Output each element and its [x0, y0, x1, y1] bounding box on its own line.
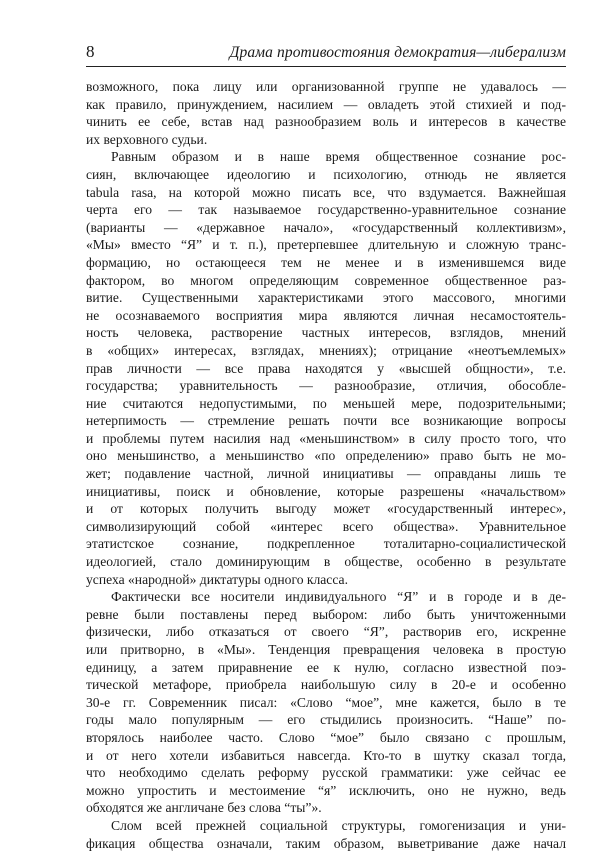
body-text: [86, 78, 566, 852]
text-line: годы мало популярным — его стыдились произносить. “Наше” по-: [86, 712, 566, 728]
text-line: государства; уравнительность — разнообразие, отличия, обособле-: [86, 378, 566, 394]
text-line: чинить ее себе, встав над разнообразием воль и интересов в качестве: [86, 114, 566, 130]
text-line: идеологией, стало доминирующим в обществе, особенно в результате: [86, 554, 566, 570]
text-line: «Мы» вместо “Я” и т. п.), претерпевшее длительную и сложную транс-: [86, 237, 566, 253]
text-line: tabula rasa, на которой можно писать все, что вздумается. Важнейшая: [86, 184, 566, 200]
text-line: прав личности — все права находятся у «высшей общности», т.е.: [86, 360, 566, 376]
page-header: [86, 42, 566, 66]
text-line: не осознаваемого восприятия мира являются личная несамостоятель-: [86, 307, 566, 323]
text-line: инициативы, поиск и обновление, которые разрешены «начальством»: [86, 483, 566, 499]
text-line: в «общих» интересах, взглядах, мнениях); отрицание «неотъемлемых»: [86, 342, 566, 358]
text-line: (варианты — «державное начало», «государственный коллективизм»,: [86, 219, 566, 235]
text-line: фактором, во многом определяющим современное общественное раз-: [86, 272, 566, 288]
text-line: их верховного судьи.: [86, 131, 208, 147]
text-line: единицу, а затем приравнение ее к нулю, согласно известной поэ-: [86, 659, 566, 675]
text-line: формацию, но остающееся тем не менее и в изменившемся виде: [86, 254, 566, 270]
text-line: оно меньшинство, а меньшинство «по определению» право быть не мо-: [86, 448, 566, 464]
text-line: ревне были поставлены перед выбором: либо быть уничтоженными: [86, 606, 566, 622]
text-line: витие. Существенными характеристиками этого массового, многими: [86, 290, 566, 306]
text-line: черта его — так называемое государственно-уравнительное сознание: [86, 202, 566, 218]
paragraph-start: Фактически все носители индивидуального “Я” и в городе и в де-: [111, 589, 566, 605]
text-line: нетерпимость — стремление решать почти все возникающие вопросы: [86, 413, 566, 429]
running-title: Драма противостояния демократия—либерализм: [229, 44, 566, 61]
text-line: обходятся же англичане без слова “ты”».: [86, 800, 322, 816]
paragraph-start: Равным образом и в наше время общественное сознание рос-: [111, 149, 566, 165]
text-line: ние считаются недопустимыми, по меньшей мере, подозрительными;: [86, 395, 566, 411]
text-line: символизирующий собой «интерес всего общества». Уравнительное: [86, 518, 566, 534]
text-line: ность человека, растворение частных интересов, взглядов, мнений: [86, 325, 566, 341]
text-line: тической метафоре, приобрела наибольшую силу в 20-е и особенно: [86, 677, 566, 693]
text-line: этатистское сознание, подкрепленное тоталитарно-социалистической: [86, 536, 566, 552]
text-line: и проблемы путем насилия над «меньшинством» в силу просто того, что: [86, 430, 566, 446]
text-line: и от него хотели избавиться навсегда. Кто-то в шутку сказал тогда,: [86, 747, 566, 763]
text-line: фикация общества означали, таким образом, выветривание даже начал: [86, 835, 566, 851]
text-line: как правило, принуждением, насилием — овладеть этой стихией и под-: [86, 96, 566, 112]
text-line: 30-е гг. Современник писал: «Слово “мое”, мне кажется, было в те: [86, 694, 566, 710]
text-line: вторялось наиболее часто. Слово “мое” было связано с прошлым,: [86, 729, 566, 745]
text-line: или притворно, в «Мы». Тенденция превращения человека в простую: [86, 642, 566, 657]
page-number: 8: [86, 42, 95, 61]
text-line: успеха «народной» диктатуры одного класса.: [86, 571, 348, 587]
text-line: физически, либо отказаться от своего “Я”, растворив его, искренне: [86, 624, 566, 640]
text-line: сиян, включающее идеологию и психологию, отнюдь не является: [86, 166, 566, 182]
paragraph-start: Слом всей прежней социальной структуры, гомогенизация и уни-: [111, 817, 566, 833]
text-line: возможного, пока лицу или организованной группе не удавалось —: [86, 79, 566, 94]
text-line: жет; подавление частной, личной инициативы — оправданы лишь те: [86, 466, 566, 482]
header-rule: [86, 66, 566, 67]
text-line: что необходимо сделать реформу русской грамматики: уже сейчас ее: [86, 765, 566, 781]
text-line: и от которых получить выгоду может «государственный интерес»,: [86, 501, 566, 517]
text-line: можно упростить и местоимение “я” исключить, оно не нужно, ведь: [86, 782, 566, 798]
